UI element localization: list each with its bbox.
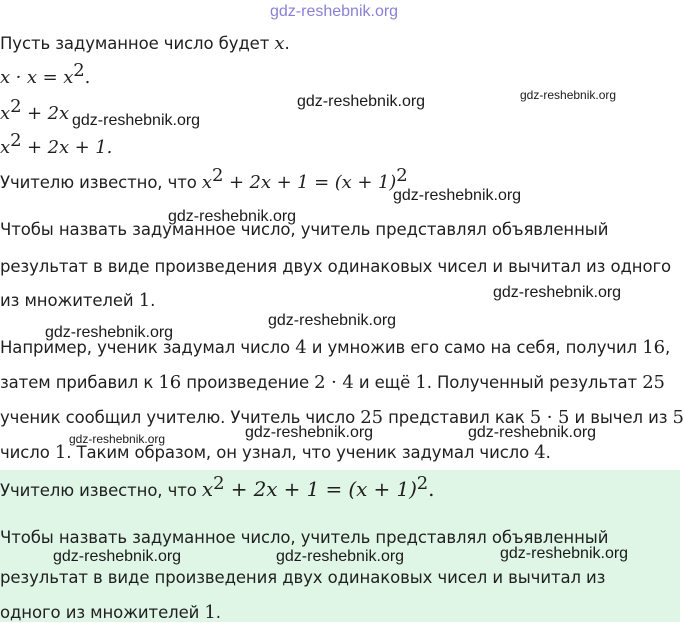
- solution-line-9: Например, ученик задумал число 4 и умножив его само на себя, получил 16,: [0, 337, 671, 358]
- solution-line-11: ученик сообщил учителю. Учитель число 25 представил как 5 · 5 и вычел из 5: [0, 407, 684, 428]
- solution-line-10: затем прибавил к 16 произведение 2 · 4 и ещё 1. Полученный результат 25: [0, 372, 665, 393]
- answer-line-4: одного из множителей 1.: [0, 602, 221, 623]
- answer-line-1: Учителю известно, что $x^2 + 2x + 1 = (x + 1)^2$.: [0, 473, 435, 501]
- watermark: gdz-reshebnik.org: [268, 312, 397, 329]
- watermark: gdz-reshebnik.org: [276, 548, 405, 565]
- solution-line-5: Учителю известно, что $x^2 + 2x + 1 = (x + 1)^2$: [0, 165, 408, 193]
- watermark: gdz-reshebnik.org: [72, 112, 201, 129]
- watermark: gdz-reshebnik.org: [69, 432, 166, 446]
- watermark: gdz-reshebnik.org: [493, 284, 622, 301]
- solution-line-8: из множителей 1.: [0, 290, 156, 311]
- watermark: gdz-reshebnik.org: [168, 208, 297, 225]
- watermark: gdz-reshebnik.org: [297, 93, 426, 110]
- watermark: gdz-reshebnik.org: [500, 545, 629, 562]
- solution-line-12: число 1. Таким образом, он узнал, что ученик задумал число 4.: [0, 442, 551, 463]
- solution-line-1: Пусть задуманное число будет x.: [0, 33, 290, 54]
- watermark: gdz-reshebnik.org: [45, 324, 174, 341]
- solution-line-2: $x \cdot x = x^2$.: [0, 60, 91, 88]
- solution-line-4: $x^2 + 2x + 1$.: [0, 130, 113, 158]
- solution-line-6: Чтобы назвать задуманное число, учитель представлял объявленный: [0, 220, 609, 239]
- watermark: gdz-reshebnik.org: [468, 424, 597, 441]
- watermark-top: gdz-reshebnik.org: [270, 3, 399, 20]
- watermark: gdz-reshebnik.org: [53, 548, 182, 565]
- solution-line-7: результат в виде произведения двух одинаковых чисел и вычитал из одного: [0, 257, 672, 276]
- answer-line-2: Чтобы назвать задуманное число, учитель представлял объявленный: [0, 528, 609, 547]
- solution-line-3: $x^2 + 2x$: [0, 96, 70, 124]
- watermark: gdz-reshebnik.org: [520, 88, 617, 102]
- answer-line-3: результат в виде произведения двух одинаковых чисел и вычитал из: [0, 568, 606, 587]
- watermark: gdz-reshebnik.org: [245, 424, 374, 441]
- watermark: gdz-reshebnik.org: [393, 187, 522, 204]
